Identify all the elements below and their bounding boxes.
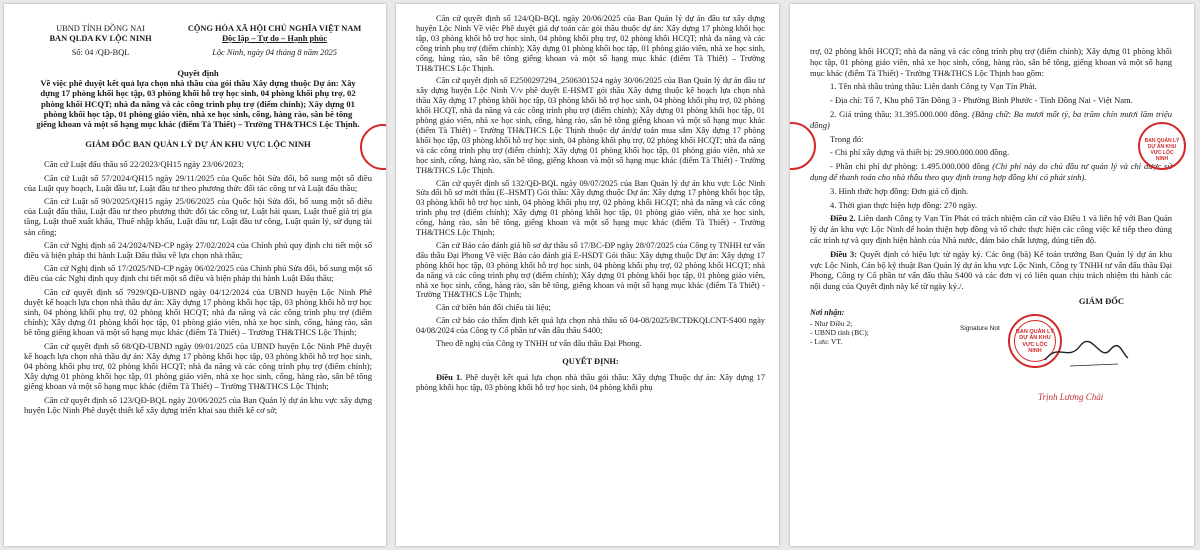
signature-caption: Signature Not <box>960 324 1000 332</box>
document-page-3 <box>790 4 1194 546</box>
cost-contingency <box>810 161 1172 183</box>
preamble-paragraph: Căn cứ Luật số 57/2024/QH15 ngày 29/11/2025 của Quốc hội Sửa đổi, bổ sung một số điều của Luật quy hoạch, Luật đầu tư, Luật đầu tư theo phương thức đối tác công tư và Luật đấu thầu; <box>24 172 372 193</box>
authority-title: GIÁM ĐỐC BAN QUẢN LÝ DỰ ÁN KHU VỰC LỘC NINH <box>85 139 311 150</box>
nation-motto: Độc lập – Tự do – Hạnh phúc <box>221 34 328 43</box>
cost-contingency-value: - Phần chi phí dự phòng: 1.495.000.000 đồng <box>830 161 990 172</box>
cost-contingency-note: (Chi phí này do chủ đầu tư quản lý và chỉ được sử dụng để thanh toán cho nhà thầu theo quy định trong hợp đồng khi có phát sinh). <box>810 161 1173 182</box>
recipients-heading: Nơi nhận: <box>810 307 845 317</box>
preamble-paragraph: Căn cứ quyết định số 68/QĐ-UBND ngày 09/01/2025 của UBND huyện Lộc Ninh Phê duyệt kế hoạch lựa chọn nhà thầu dự án: Xây dựng 17 phòng khối học tập, 03 phòng khối hỗ trợ học sinh, 04 phòng khối phụ trợ, 02 phòng khối HCQT; nhà đa năng và các công trình phụ trợ (điểm chính); Xây dựng 01 phòng khối học tập, 01 phòng giáo viên, nhà xe học sinh, cổng, hàng rào, sân bê tông giếng khoan và một số hạng mục khác (điểm Tà Thiết) – Trường TH&THCS Lộc Thịnh; <box>24 340 372 392</box>
winner-address: - Địa chỉ: Tổ 7, Khu phố Tân Đồng 3 - Phường Bình Phước - Tỉnh Đồng Nai - Việt Nam. <box>830 95 1133 106</box>
cost-construction: - Chi phí xây dựng và thiết bị: 29.900.000.000 đồng. <box>830 147 1010 158</box>
contract-type: 3. Hình thức hợp đồng: Đơn giá cố định. <box>830 185 969 196</box>
org-line-2: BAN QLDA KV LỘC NINH <box>49 34 152 43</box>
article-2 <box>810 213 1172 245</box>
article-1-text: Phê duyệt kết quả lựa chọn nhà thầu gói thầu: Xây dựng Thuộc dự án: Xây dựng 17 phòng khối học tập, 03 phòng khối hỗ trợ học sinh, 04 phòng khối phụ <box>416 372 766 392</box>
nation-title: CỘNG HÒA XÃ HỘI CHỦ NGHĨA VIỆT NAM <box>187 24 362 33</box>
winning-price <box>810 109 1172 131</box>
signer-name: Trịnh Lương Chải <box>1038 391 1104 402</box>
of-which: Trong đó: <box>830 133 864 144</box>
winning-price-value: 2. Giá trúng thầu: 31.395.000.000 đồng. <box>830 108 970 119</box>
preamble-paragraph: Căn cứ biên bản đối chiếu tài liệu; <box>436 303 552 313</box>
article-1-label: Điều 1. <box>436 372 463 382</box>
preamble-paragraph: Căn cứ Nghị định số 17/2025/NĐ-CP ngày 06/02/2025 của Chính phủ Sửa đổi, bổ sung một số điều của các Nghị định quy định chi tiết một số điều và biện pháp thi hành Luật Đấu thầu; <box>24 263 372 284</box>
preamble-paragraph: Căn cứ Luật số 90/2025/QH15 ngày 25/06/2025 của Quốc hội Sửa đổi, bổ sung một số điều của Luật đấu thầu, Luật đầu tư theo phương thức đối tác công tư, Luật hải quan, Luật thuế giá trị gia tăng, Luật thuế xuất khẩu, Thuế nhập khẩu, Luật đầu tư, Luật đầu tư công, Luật quản lý, sử dụng tài sản công; <box>24 196 372 237</box>
preamble-paragraph: Căn cứ báo cáo thẩm định kết quả lựa chọn nhà thầu số 04-08/2025/BCTĐKQLCNT-S400 ngày 04/08/2024 của Công ty Cổ phần tư vấn đấu thầu S400; <box>416 316 765 336</box>
decision-heading: QUYẾT ĐỊNH: <box>562 357 619 366</box>
preamble-paragraph: Căn cứ Nghị định số 24/2024/NĐ-CP ngày 27/02/2024 của Chính phủ quy định chi tiết một số điều và biện pháp thi hành Luật Đấu thầu về lựa chọn nhà thầu; <box>24 239 372 261</box>
doc-type: Quyết định <box>177 68 219 78</box>
preamble-paragraph: Căn cứ Báo cáo đánh giá hồ sơ dự thầu số 17/BC-ĐP ngày 28/07/2025 của Công ty TNHH tư vấn đấu thầu Đại Phong Về việc Báo cáo đánh giá E-HSDT Gói thầu: Xây dựng thuộc Dự án: Xây dựng 17 phòng khối học tập, 03 phòng khối hỗ trợ học sinh, 04 phòng khối phụ trợ, 02 phòng khối HCQT; nhà đa năng và các công trình phụ trợ (điểm chính); Xây dựng 01 phòng khối học tập, 01 phòng giáo viên, nhà xe học sinh, cổng, hàng rào, sân bê tông, giếng khoan và một số hạng mục khác (điểm Tà Thiết) - Trường TH&THCS Lộc Thịnh; <box>416 240 765 300</box>
winning-price-words: (Bằng chữ: Ba mươi mốt tỷ, ba trăm chín mươi lăm triệu đồng) <box>810 108 1173 130</box>
article-3-text: Quyết định có hiệu lực từ ngày ký. Các ông (bà) Kế toán trưởng Ban Quản lý dự án khu vực Lộc Ninh, Cán bộ kỹ thuật Ban Quản lý dự án khu vực Lộc Ninh, Công ty TNHH tư vấn đấu thầu Đại Phong, Công ty Cổ phần tư vấn đấu thầu S400 và các đơn vị có liên quan chịu trách nhiệm thi hành các nội dung của Quyết định này kể từ ngày ký./. <box>810 248 1173 292</box>
recipient-item: - UBND tỉnh (BC); <box>810 327 869 337</box>
contract-duration: 4. Thời gian thực hiện hợp đồng: 270 ngày. <box>830 199 977 210</box>
preamble <box>24 159 372 415</box>
doc-date: Lộc Ninh, ngày 04 tháng 8 năm 2025 <box>212 48 337 57</box>
article-3-label: Điều 3: <box>830 248 857 259</box>
preamble-paragraph: Căn cứ Luật đấu thầu số 22/2023/QH15 ngày 23/06/2023; <box>44 159 244 170</box>
doc-subject: Về việc phê duyệt kết quả lựa chọn nhà thầu của gói thầu Xây dựng thuộc Dự án: Xây dựng 17 phòng khối học tập, 03 phòng khối hỗ trợ học sinh, 04 phòng khối phụ trợ, 02 phòng khối HCQT; nhà đa năng và các công trình phụ trợ (điểm chính); Xây dựng 01 phòng khối học tập, 01 phòng giáo viên, nhà xe học sinh, cổng, hàng rào, sân bê tông giếng khoan và một số hạng mục khác (điểm Tà Thiết) – Trường TH&THCS Lộc Thịnh. <box>36 78 360 130</box>
doc-number: Số: 04 /QĐ-BQL <box>71 48 130 57</box>
recipient-item: - Lưu: VT. <box>810 336 843 346</box>
article-3 <box>810 249 1172 292</box>
article-2-label: Điều 2. <box>830 213 856 224</box>
preamble-paragraph: Căn cứ quyết định số 132/QĐ-BQL ngày 09/07/2025 của Ban Quản lý dự án khu vực Lộc Ninh Sửa đổi hồ sơ mời thầu (E–HSMT) Gói thầu: Xây dựng thuộc Dự án: Xây dựng 17 phòng khối học tập, 03 phòng khối hỗ trợ học sinh, 04 phòng khối phụ trợ, 02 phòng khối HCQT; nhà đa năng và các công trình phụ trợ (điểm chính); Xây dựng 01 phòng khối học tập, 01 phòng giáo viên, nhà xe học sinh, cổng, hàng rào, sân bê tông, giếng khoan và một số hạng mục khác (điểm Tà Thiết) - Trường TH&THCS Lộc Thịnh; <box>416 178 765 238</box>
article-1-continuation: trợ, 02 phòng khối HCQT; nhà đa năng và các công trình phụ trợ (điểm chính); Xây dựng 01 phòng khối học tập, 01 phòng giáo viên, nhà xe học sinh, cổng, hàng rào, sân bê tông, giếng khoan và một số hạng mục khác (điểm Tà Thiết) - Trường TH&THCS Lộc Thịnh bao gồm: <box>810 46 1172 78</box>
preamble-paragraph: Theo đề nghị của Công ty TNHH tư vấn đấu thầu Đại Phong. <box>436 339 642 349</box>
article-2-text: Liên danh Công ty Vạn Tín Phát có trách nhiệm căn cứ vào Điều 1 và liên hệ với Ban Quản lý dự án khu vực Lộc Ninh để hoàn thiện hợp đồng và tổ chức thực hiện các công việc kế tiếp theo đúng các trình tự và quy định hiện hành của Nhà nước, đảm bảo chất lượng, đúng tiến độ. <box>810 213 1173 245</box>
seal-text: BAN QUẢN LÝ DỰ ÁN KHU VỰC LỘC NINH <box>1015 328 1055 355</box>
article-1 <box>416 373 765 393</box>
preamble-paragraph: Căn cứ quyết định số 7929/QĐ-UBND ngày 04/12/2024 của UBND huyện Lộc Ninh Phê duyệt kế hoạch lựa chọn nhà thầu dự án: Xây dựng 17 phòng khối học tập, 03 phòng khối hỗ trợ học sinh, 04 phòng khối phụ trợ, 02 phòng khối HCQT; nhà đa năng và các công trình phụ trợ (điểm chính); Xây dựng 01 phòng khối học tập, 01 phòng giáo viên, nhà xe học sinh, cổng, hàng rào, sân bê tông giếng khoan và một số hạng mục khác (điểm Tà Thiết) – Trường TH&THCS Lộc Thịnh; <box>24 286 372 338</box>
org-line-1: UBND TỈNH ĐỒNG NAI <box>56 24 146 33</box>
preamble-paragraph: Căn cứ quyết định số 123/QĐ-BQL ngày 20/06/2025 của Ban Quản lý dự án khu vực xây dựng huyện Lộc Ninh Phê duyệt thiết kế xây dựng triển khai sau thiết kế cơ sở; <box>24 394 372 415</box>
document-page-2 <box>396 4 779 546</box>
margin-seal-icon <box>1138 122 1186 170</box>
recipient-item: - Như Điều 2; <box>810 318 853 328</box>
signer-title: GIÁM ĐỐC <box>1078 295 1124 306</box>
signature-icon <box>1040 332 1130 372</box>
document-page-1 <box>4 4 386 546</box>
signature-block <box>810 296 1172 416</box>
margin-seal-text: BAN QUẢN LÝ DỰ ÁN KHU VỰC LỘC NINH <box>1144 138 1180 162</box>
preamble-paragraph: Căn cứ quyết định số 124/QĐ-BQL ngày 20/06/2025 của Ban Quản lý dự án đầu tư xây dựng huyện Lộc Ninh Về việc Phê duyệt giá dự toán các gói thầu thuộc dự án: Xây dựng 17 phòng khối học tập, 03 phòng khối hỗ trợ học sinh, 04 phòng khối phụ trợ, 02 phòng khối HCQT; nhà đa năng và các công trình phụ trợ (điểm chính); Xây dựng 01 phòng khối học tập, 01 phòng giáo viên, nhà xe học sinh, cổng, hàng rào, sân bê tông giếng khoan và một số hạng mục khác (điểm Tà Thiết) – Trường TH&THCS Lộc Thịnh. <box>416 14 765 73</box>
page-header <box>24 24 372 58</box>
winner-name: 1. Tên nhà thầu trúng thầu: Liên danh Công ty Vạn Tín Phát. <box>830 81 1037 92</box>
recipients <box>810 308 869 346</box>
preamble-paragraph: Căn cứ quyết định số E2500297294_2506301524 ngày 30/06/2025 của Ban Quản lý dự án đầu tư xây dựng huyện Lộc Ninh V/v phê duyệt E-HSMT gói thầu Xây dựng thuộc kế hoạch lựa chọn nhà thầu Xây dựng 17 phòng khối học tập, 03 phòng khối hỗ trợ học sinh, 04 phòng khối phụ trợ, 02 phòng khối HCQT, nhà đa năng và các công trình phụ trợ (điểm chính); Xây dựng 01 phòng khối học tập, 01 phòng giáo viên, nhà xe học sinh, cổng, hàng rào, sân bê tông giếng khoan và một số hạng mục khác (điểm Tà Thiết) - Trường TH&THCS Lộc Thịnh thuộc dự án/dự toán mua sắm Xây dựng 17 phòng khối học tập, 03 phòng khối hỗ trợ học sinh, 04 phòng khối phụ trợ, 02 phòng khối HCQT; nhà đa năng và các công trình phụ trợ (điểm chính); Xây dựng 01 phòng khối học tập, 01 phòng giáo viên, nhà xe học sinh, cổng, hàng rào, sân bê tông, giếng khoan và một số hạng mục khác (điểm Tà Thiết) - Trường TH&THCS Lộc Thịnh. <box>416 76 765 175</box>
